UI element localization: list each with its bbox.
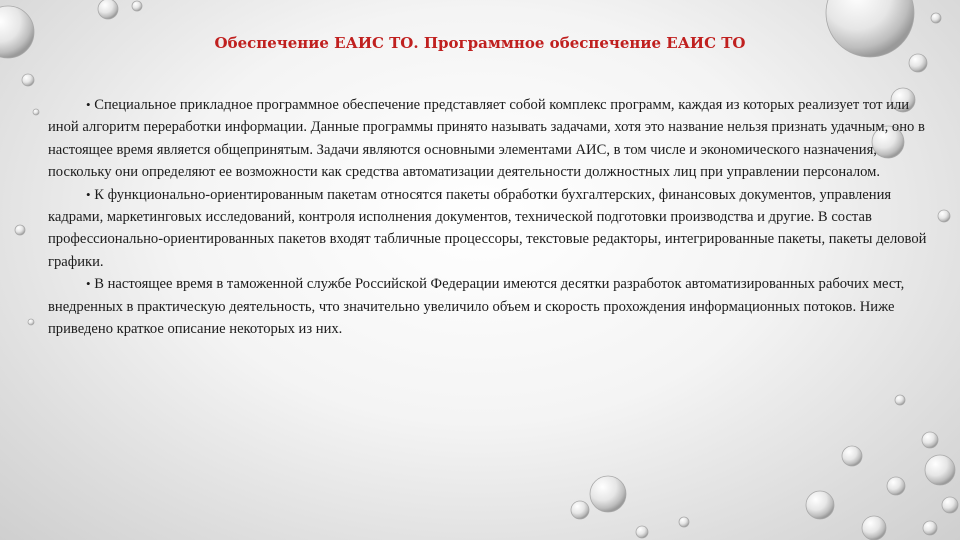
paragraph-text: Специальное прикладное программное обеспечение представляет собой комплекс программ, каждая из которых реализует тот или иной алгоритм переработки информации. Данные программы принято называть задачами, хотя это название нельзя признать удачным, оно в настоящее время является общепринятым. Задачи являются основными элементами АИС, в том числе и экономического назначения, поскольку они определяют ее возможности как средства автоматизации деятельности должностных лиц при управлении персоналом. xyxy=(48,97,925,181)
bullet-icon: • xyxy=(86,186,91,202)
slide-body xyxy=(48,94,943,340)
bullet-paragraph-3 xyxy=(48,273,943,340)
bullet-icon: • xyxy=(86,276,91,292)
bullet-icon: • xyxy=(86,97,91,112)
bullet-paragraph-2 xyxy=(48,184,943,274)
paragraph-text: К функционально-ориентированным пакетам относятся пакеты обработки бухгалтерских, финансовых документов, управления кадрами, маркетинговых исследований, контроля исполнения документов, технической подготовки производства и другие. В состав профессионально-ориентированных пакетов входят табличные процессоры, текстовые редакторы, интегрированные пакеты, пакеты деловой графики. xyxy=(48,186,927,270)
paragraph-text: В настоящее время в таможенной службе Российской Федерации имеются десятки разработок автоматизированных рабочих мест, внедренных в практическую деятельность, что значительно увеличило объем и скорость прохождения информационных потоков. Ниже приведено краткое описание некоторых из них. xyxy=(48,276,905,338)
bullet-paragraph-1 xyxy=(48,94,943,184)
slide-title: Обеспечение ЕАИС ТО. Программное обеспечение ЕАИС ТО xyxy=(214,34,746,52)
